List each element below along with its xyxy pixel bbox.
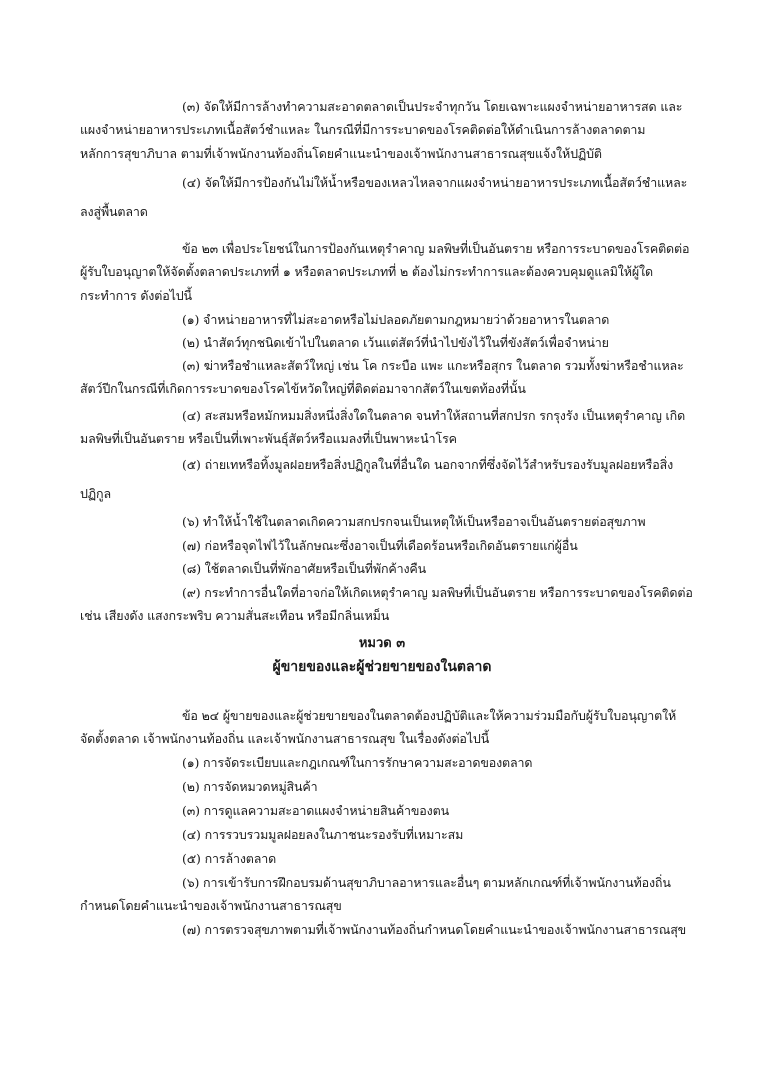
- paragraph-line: เช่น เสียงดัง แสงกระพริบ ความสั่นสะเทือน หรือมีกลิ่นเหม็น: [80, 608, 390, 623]
- paragraph-line: สัตว์ปีกในกรณีที่เกิดการระบาดของโรคไข้หวัดใหญ่ที่ติดต่อมาจากสัตว์ในเขตท้องที่นั้น: [80, 381, 526, 396]
- clause-23-line: ข้อ ๒๓ เพื่อประโยชน์ในการป้องกันเหตุรำคาญ มลพิษที่เป็นอันตราย หรือการระบาดของโรคติดต่อ: [182, 241, 690, 256]
- clause-24-line: ข้อ ๒๔ ผู้ขายของและผู้ช่วยขายของในตลาดต้องปฏิบัติและให้ความร่วมมือกับผู้รับใบอนุญาตให้: [182, 708, 677, 723]
- list-item: (๓) การดูแลความสะอาดแผงจำหน่ายสินค้าของตน: [182, 803, 449, 818]
- paragraph-line: กำหนดโดยคำแนะนำของเจ้าพนักงานสาธารณสุข: [80, 898, 342, 913]
- list-item: (๒) การจัดหมวดหมู่สินค้า: [182, 779, 318, 794]
- paragraph-line: ปฏิกูล: [80, 486, 111, 501]
- list-item: (๑) การจัดระเบียบและกฎเกณฑ์ในการรักษาความสะอาดของตลาด: [182, 755, 533, 770]
- list-item: (๗) ก่อหรือจุดไฟไว้ในลักษณะซึ่งอาจเป็นที่เดือดร้อนหรือเกิดอันตรายแก่ผู้อื่น: [182, 538, 578, 553]
- list-item: (๖) ทำให้น้ำใช้ในตลาดเกิดความสกปรกจนเป็นเหตุให้เป็นหรืออาจเป็นอันตรายต่อสุขภาพ: [182, 514, 646, 529]
- list-item: (๙) กระทำการอื่นใดที่อาจก่อให้เกิดเหตุรำคาญ มลพิษที่เป็นอันตราย หรือการระบาดของโรคติดต่อ: [182, 585, 693, 600]
- chapter-title: ผู้ขายของและผู้ช่วยขายของในตลาด: [272, 659, 492, 675]
- paragraph-line: ลงสู่พื้นตลาด: [80, 204, 148, 219]
- list-item: (๕) ถ่ายเทหรือทิ้งมูลฝอยหรือสิ่งปฏิกูลในที่อื่นใด นอกจากที่ซึ่งจัดไว้สำหรับรองรับมูลฝอยหรือสิ่ง: [182, 457, 674, 472]
- paragraph-line: (๓) จัดให้มีการล้างทำความสะอาดตลาดเป็นประจำทุกวัน โดยเฉพาะแผงจำหน่ายอาหารสด และ: [182, 99, 683, 114]
- list-item: (๕) การล้างตลาด: [182, 851, 277, 866]
- paragraph-line: กระทำการ ดังต่อไปนี้: [80, 288, 192, 303]
- chapter-number: หมวด ๓: [358, 636, 406, 651]
- paragraph-line: ผู้รับใบอนุญาตให้จัดตั้งตลาดประเภทที่ ๑ หรือตลาดประเภทที่ ๒ ต้องไม่กระทำการและต้องควบคุมดูแลมิให้ผู้ใด: [80, 264, 653, 279]
- list-item: (๘) ใช้ตลาดเป็นที่พักอาศัยหรือเป็นที่พักค้างคืน: [182, 561, 427, 576]
- paragraph-line: แผงจำหน่ายอาหารประเภทเนื้อสัตว์ชำแหละ ในกรณีที่มีการระบาดของโรคติดต่อให้ดำเนินการล้างตลาดตาม: [80, 122, 646, 137]
- paragraph-line: จัดตั้งตลาด เจ้าพนักงานท้องถิ่น และเจ้าพนักงานสาธารณสุข ในเรื่องดังต่อไปนี้: [80, 731, 490, 746]
- list-item: (๔) การรวบรวมมูลฝอยลงในภาชนะรองรับที่เหมาะสม: [182, 827, 464, 842]
- list-item: (๔) สะสมหรือหมักหมมสิ่งหนึ่งสิ่งใดในตลาด จนทำให้สถานที่สกปรก รกรุงรัง เป็นเหตุรำคาญ เกิด: [182, 408, 686, 423]
- paragraph-line: หลักการสุขาภิบาล ตามที่เจ้าพนักงานท้องถิ่นโดยคำแนะนำของเจ้าพนักงานสาธารณสุขแจ้งให้ปฏิบัติ: [80, 146, 602, 161]
- paragraph-line: มลพิษที่เป็นอันตราย หรือเป็นที่เพาะพันธุ์สัตว์หรือแมลงที่เป็นพาหะนำโรค: [80, 431, 457, 446]
- list-item: (๓) ฆ่าหรือชำแหละสัตว์ใหญ่ เช่น โค กระบือ แพะ แกะหรือสุกร ในตลาด รวมทั้งฆ่าหรือชำแหละ: [182, 358, 684, 373]
- list-item: (๖) การเข้ารับการฝึกอบรมด้านสุขาภิบาลอาหารและอื่นๆ ตามหลักเกณฑ์ที่เจ้าพนักงานท้องถิ่น: [182, 875, 671, 890]
- list-item: (๑) จำหน่ายอาหารที่ไม่สะอาดหรือไม่ปลอดภัยตามกฎหมายว่าด้วยอาหารในตลาด: [182, 312, 610, 327]
- paragraph-line: (๔) จัดให้มีการป้องกันไม่ให้น้ำหรือของเหลวไหลจากแผงจำหน่ายอาหารประเภทเนื้อสัตว์ชำแหละ: [182, 175, 688, 190]
- list-item: (๒) นำสัตว์ทุกชนิดเข้าไปในตลาด เว้นแต่สัตว์ที่นำไปขังไว้ในที่ขังสัตว์เพื่อจำหน่าย: [182, 335, 609, 350]
- list-item: (๗) การตรวจสุขภาพตามที่เจ้าพนักงานท้องถิ่นกำหนดโดยคำแนะนำของเจ้าพนักงานสาธารณสุข: [182, 922, 687, 937]
